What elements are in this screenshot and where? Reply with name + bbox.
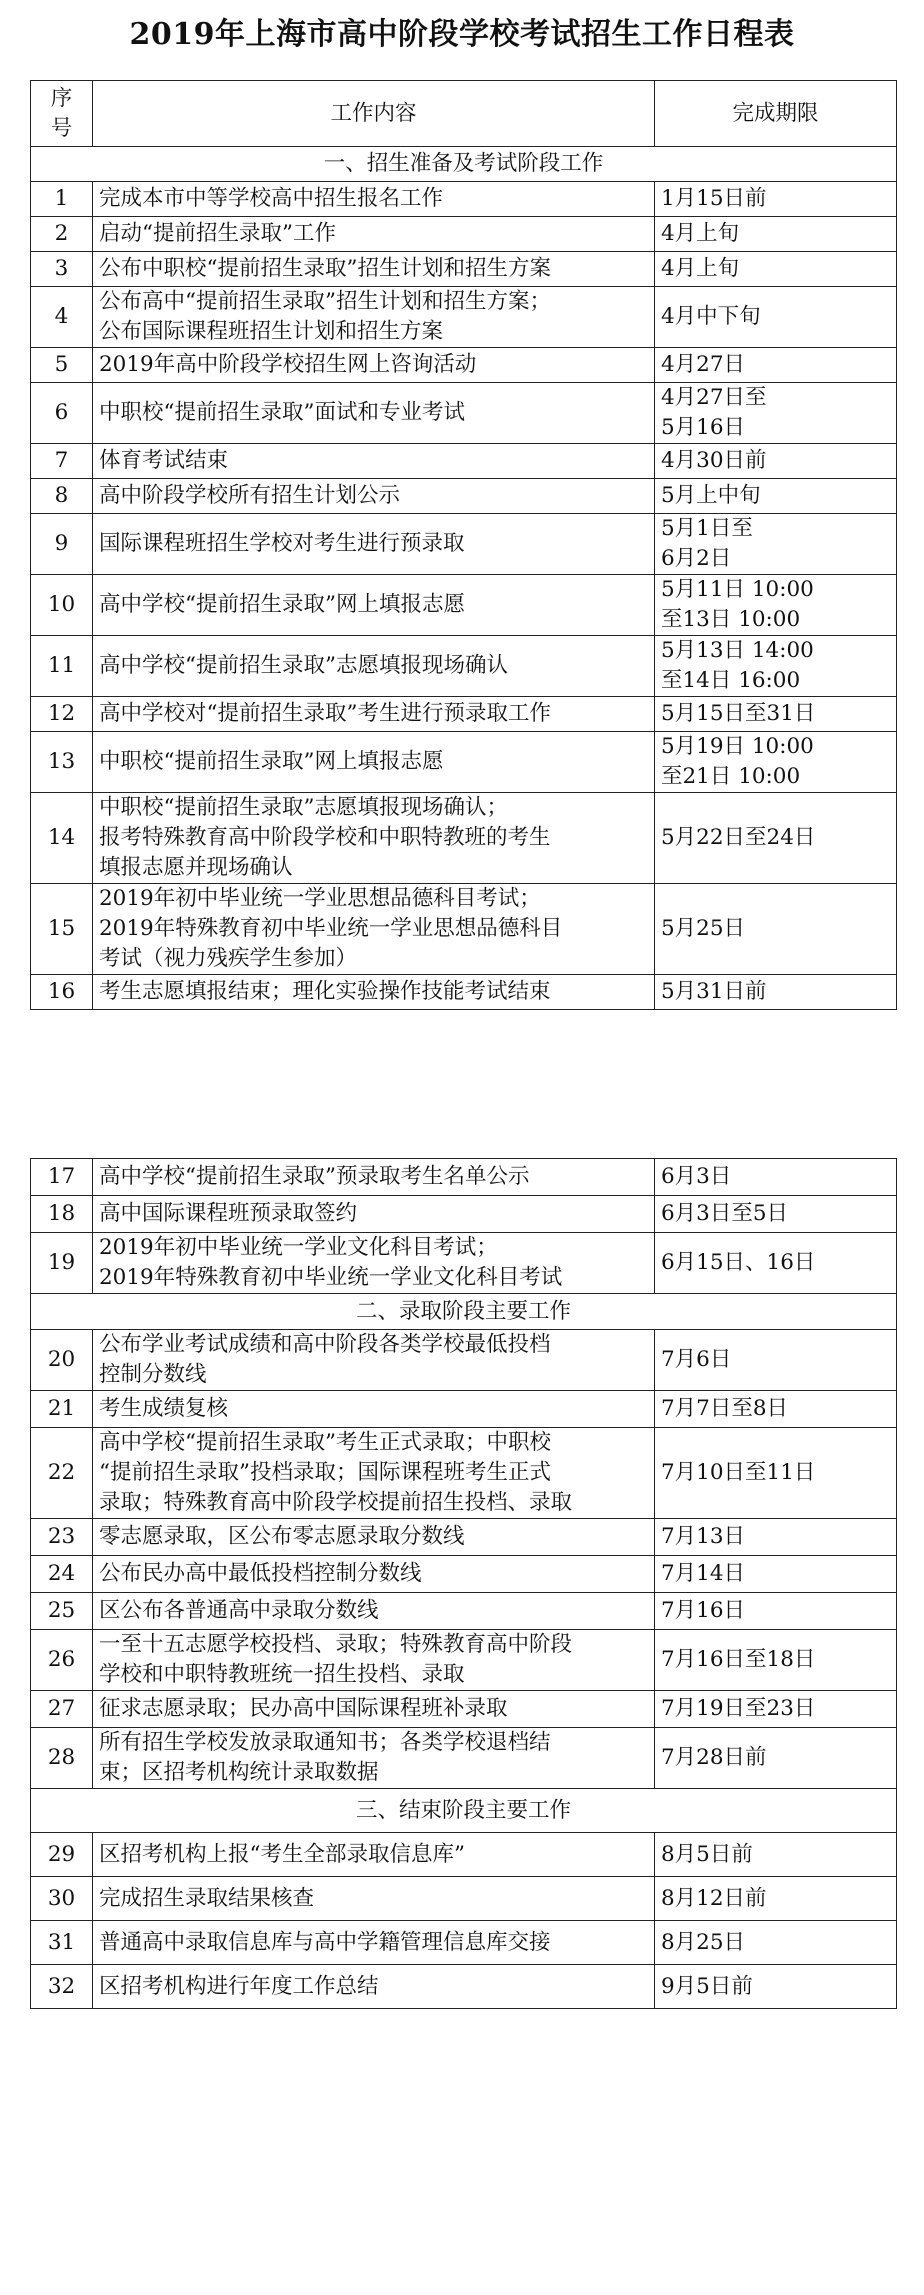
page-title: 2019年上海市高中阶段学校考试招生工作日程表 <box>129 17 795 52</box>
deadline-cell-line: 7月10日至11日 <box>661 1460 816 1485</box>
task-cell <box>93 1330 655 1391</box>
row-number: 13 <box>31 732 93 793</box>
table-row <box>31 1877 897 1921</box>
task-cell-line: 征求志愿录取；民办高中国际课程班补录取 <box>99 1696 508 1721</box>
task-cell-line: 区招考机构上报“考生全部录取信息库” <box>99 1841 465 1867</box>
task-cell-line: 区招考机构进行年度工作总结 <box>99 1973 379 1999</box>
deadline-cell <box>655 1728 897 1789</box>
task-cell-line: 2019年初中毕业统一学业思想品德科目考试； <box>99 886 541 911</box>
task-cell-line: “提前招生录取”投档录取；国际课程班考生正式 <box>99 1460 551 1485</box>
deadline-cell <box>655 1233 897 1294</box>
section-row-1 <box>31 147 897 182</box>
deadline-cell-line: 4月中下旬 <box>661 304 761 329</box>
deadline-cell-line: 5月25日 <box>661 916 746 941</box>
task-cell <box>93 1391 655 1428</box>
row-number: 1 <box>31 182 93 217</box>
task-cell <box>93 1965 655 2009</box>
deadline-cell-line: 8月5日前 <box>661 1841 753 1867</box>
table-header-row <box>31 81 897 147</box>
row-number: 11 <box>31 636 93 697</box>
row-number: 21 <box>31 1391 93 1428</box>
section-row-2 <box>31 1294 897 1330</box>
row-number: 17 <box>31 1159 93 1196</box>
task-cell-line: 公布学业考试成绩和高中阶段各类学校最低投档 <box>99 1332 551 1357</box>
table-row <box>31 697 897 732</box>
row-number: 3 <box>31 252 93 287</box>
deadline-cell <box>655 252 897 287</box>
task-cell-line: 公布高中“提前招生录取”招生计划和招生方案； <box>99 289 551 314</box>
deadline-cell-line: 4月27日 <box>661 352 746 377</box>
task-cell <box>93 1921 655 1965</box>
deadline-cell <box>655 287 897 348</box>
row-number: 14 <box>31 793 93 884</box>
task-cell-line: 2019年特殊教育初中毕业统一学业文化科目考试 <box>99 1265 563 1290</box>
table-row <box>31 1330 897 1391</box>
task-cell-line: 中职校“提前招生录取”志愿填报现场确认； <box>99 795 508 820</box>
header-task: 工作内容 <box>93 81 655 147</box>
rows-group-4 <box>31 1833 897 2009</box>
table-row <box>31 1233 897 1294</box>
deadline-cell <box>655 793 897 884</box>
row-number: 18 <box>31 1196 93 1233</box>
deadline-cell-line: 6月3日至5日 <box>661 1201 789 1226</box>
task-cell <box>93 1833 655 1877</box>
deadline-cell-line: 6月15日、16日 <box>661 1250 816 1275</box>
row-number: 23 <box>31 1519 93 1556</box>
table-row <box>31 975 897 1010</box>
task-cell <box>93 444 655 479</box>
task-cell-line: 启动“提前招生录取”工作 <box>99 221 336 246</box>
deadline-cell <box>655 1428 897 1519</box>
deadline-cell-line: 5月19日 10:00 <box>661 734 814 759</box>
task-cell-line: 国际课程班招生学校对考生进行预录取 <box>99 531 465 556</box>
row-number: 32 <box>31 1965 93 2009</box>
task-cell-line: 学校和中职特教班统一招生投档、录取 <box>99 1662 465 1687</box>
deadline-cell <box>655 479 897 514</box>
task-cell <box>93 287 655 348</box>
deadline-cell-line: 8月12日前 <box>661 1885 767 1911</box>
task-cell-line: 完成招生录取结果核查 <box>99 1885 315 1911</box>
row-number: 20 <box>31 1330 93 1391</box>
task-cell-line: 普通高中录取信息库与高中学籍管理信息库交接 <box>99 1929 551 1955</box>
table-row <box>31 182 897 217</box>
table-row <box>31 1519 897 1556</box>
deadline-cell <box>655 1877 897 1921</box>
deadline-cell-line: 5月31日前 <box>661 979 767 1004</box>
task-cell <box>93 1593 655 1630</box>
row-number: 5 <box>31 348 93 383</box>
task-cell <box>93 575 655 636</box>
deadline-cell-line: 5月22日至24日 <box>661 825 816 850</box>
task-cell-line: 高中学校对“提前招生录取”考生进行预录取工作 <box>99 701 551 726</box>
deadline-cell-line: 4月上旬 <box>661 221 740 246</box>
deadline-cell-line: 7月19日至23日 <box>661 1696 816 1721</box>
table-row <box>31 1728 897 1789</box>
task-cell-line: 高中国际课程班预录取签约 <box>99 1201 358 1226</box>
deadline-cell <box>655 1159 897 1196</box>
task-cell-line: 体育考试结束 <box>99 448 229 473</box>
deadline-cell <box>655 1630 897 1691</box>
deadline-cell-line: 7月13日 <box>661 1524 746 1549</box>
deadline-cell-line: 至13日 10:00 <box>661 607 801 632</box>
table-row <box>31 1921 897 1965</box>
deadline-cell <box>655 1196 897 1233</box>
schedule-table-part-2 <box>30 1158 897 2009</box>
task-cell <box>93 479 655 514</box>
row-number: 24 <box>31 1556 93 1593</box>
deadline-cell-line: 5月11日 10:00 <box>661 577 814 602</box>
task-cell-line: 所有招生学校发放录取通知书；各类学校退档结 <box>99 1730 551 1755</box>
task-cell <box>93 697 655 732</box>
deadline-cell-line: 4月27日至 <box>661 385 767 410</box>
deadline-cell <box>655 383 897 444</box>
row-number: 6 <box>31 383 93 444</box>
row-number: 7 <box>31 444 93 479</box>
task-cell-line: 公布中职校“提前招生录取”招生计划和招生方案 <box>99 256 551 281</box>
table-row <box>31 884 897 975</box>
deadline-cell <box>655 1691 897 1728</box>
task-cell-line: 公布国际课程班招生计划和招生方案 <box>99 319 444 344</box>
deadline-cell <box>655 1833 897 1877</box>
task-cell-line: 考试（视力残疾学生参加） <box>99 946 358 971</box>
deadline-cell-line: 5月1日至 <box>661 516 753 541</box>
rows-group-2 <box>31 1159 897 1294</box>
task-cell <box>93 514 655 575</box>
deadline-cell <box>655 444 897 479</box>
header-no-line-2: 号 <box>50 115 73 141</box>
deadline-cell-line: 8月25日 <box>661 1929 746 1955</box>
task-cell-line: 完成本市中等学校高中招生报名工作 <box>99 186 444 211</box>
table-row <box>31 793 897 884</box>
task-cell-line: 高中学校“提前招生录取”考生正式录取；中职校 <box>99 1430 551 1455</box>
task-cell-line: 填报志愿并现场确认 <box>99 855 293 880</box>
deadline-cell-line: 4月30日前 <box>661 448 767 473</box>
deadline-cell <box>655 514 897 575</box>
task-cell-line: 考生成绩复核 <box>99 1396 229 1421</box>
task-cell <box>93 1233 655 1294</box>
task-cell <box>93 793 655 884</box>
row-number: 29 <box>31 1833 93 1877</box>
deadline-cell-line: 5月上中旬 <box>661 483 761 508</box>
table-row <box>31 1965 897 2009</box>
deadline-cell <box>655 1330 897 1391</box>
task-cell-line: 高中学校“提前招生录取”志愿填报现场确认 <box>99 653 508 678</box>
table-row <box>31 1428 897 1519</box>
deadline-cell <box>655 1391 897 1428</box>
row-number: 16 <box>31 975 93 1010</box>
deadline-cell <box>655 1556 897 1593</box>
table-row <box>31 1691 897 1728</box>
task-cell-line: 录取；特殊教育高中阶段学校提前招生投档、录取 <box>99 1490 573 1515</box>
deadline-cell <box>655 636 897 697</box>
deadline-cell <box>655 217 897 252</box>
row-number: 22 <box>31 1428 93 1519</box>
task-cell-line: 束；区招考机构统计录取数据 <box>99 1760 379 1785</box>
deadline-cell <box>655 575 897 636</box>
deadline-cell-line: 7月16日 <box>661 1598 746 1623</box>
task-cell <box>93 732 655 793</box>
row-number: 30 <box>31 1877 93 1921</box>
deadline-cell-line: 5月16日 <box>661 415 746 440</box>
task-cell-line: 中职校“提前招生录取”网上填报志愿 <box>99 749 444 774</box>
deadline-cell-line: 6月3日 <box>661 1164 732 1189</box>
task-cell-line: 考生志愿填报结束；理化实验操作技能考试结束 <box>99 979 551 1004</box>
table-row <box>31 1556 897 1593</box>
task-cell-line: 公布民办高中最低投档控制分数线 <box>99 1561 422 1586</box>
task-cell-line: 2019年特殊教育初中毕业统一学业思想品德科目 <box>99 916 563 941</box>
table-row <box>31 1159 897 1196</box>
task-cell <box>93 1428 655 1519</box>
task-cell-line: 高中学校“提前招生录取”网上填报志愿 <box>99 592 465 617</box>
deadline-cell-line: 5月15日至31日 <box>661 701 816 726</box>
row-number: 9 <box>31 514 93 575</box>
task-cell <box>93 1691 655 1728</box>
task-cell-line: 零志愿录取，区公布零志愿录取分数线 <box>99 1524 465 1549</box>
task-cell-line: 中职校“提前招生录取”面试和专业考试 <box>99 400 465 425</box>
table-row <box>31 1196 897 1233</box>
table-row <box>31 1630 897 1691</box>
table-row <box>31 287 897 348</box>
deadline-cell <box>655 975 897 1010</box>
task-cell-line: 区公布各普通高中录取分数线 <box>99 1598 379 1623</box>
task-cell-line: 高中阶段学校所有招生计划公示 <box>99 483 401 508</box>
task-cell <box>93 975 655 1010</box>
section-title: 三、结束阶段主要工作 <box>31 1789 897 1833</box>
row-number: 10 <box>31 575 93 636</box>
deadline-cell <box>655 697 897 732</box>
task-cell-line: 高中学校“提前招生录取”预录取考生名单公示 <box>99 1164 530 1189</box>
table-row <box>31 732 897 793</box>
task-cell-line: 一至十五志愿学校投档、录取；特殊教育高中阶段 <box>99 1632 573 1657</box>
task-cell <box>93 217 655 252</box>
deadline-cell-line: 5月13日 14:00 <box>661 638 814 663</box>
deadline-cell-line: 1月15日前 <box>661 186 767 211</box>
task-cell <box>93 1519 655 1556</box>
row-number: 27 <box>31 1691 93 1728</box>
table-row <box>31 444 897 479</box>
table-row <box>31 252 897 287</box>
table-row <box>31 514 897 575</box>
deadline-cell-line: 7月6日 <box>661 1347 732 1372</box>
row-number: 15 <box>31 884 93 975</box>
deadline-cell <box>655 1519 897 1556</box>
deadline-cell <box>655 1593 897 1630</box>
header-no-line-1: 序 <box>50 85 73 111</box>
task-cell <box>93 182 655 217</box>
row-number: 26 <box>31 1630 93 1691</box>
table-row <box>31 383 897 444</box>
deadline-cell-line: 9月5日前 <box>661 1973 753 1999</box>
row-number: 8 <box>31 479 93 514</box>
task-cell <box>93 1877 655 1921</box>
deadline-cell <box>655 732 897 793</box>
task-cell-line: 控制分数线 <box>99 1362 207 1387</box>
task-cell <box>93 636 655 697</box>
rows-group-1 <box>31 182 897 1010</box>
task-cell <box>93 1728 655 1789</box>
section-row-3 <box>31 1789 897 1833</box>
row-number: 2 <box>31 217 93 252</box>
task-cell-line: 报考特殊教育高中阶段学校和中职特教班的考生 <box>99 825 551 850</box>
row-number: 19 <box>31 1233 93 1294</box>
deadline-cell-line: 至21日 10:00 <box>661 764 801 789</box>
header-no <box>31 81 93 147</box>
table-row <box>31 1391 897 1428</box>
table-row <box>31 479 897 514</box>
task-cell <box>93 348 655 383</box>
schedule-table-part-1 <box>30 80 897 1010</box>
section-title: 一、招生准备及考试阶段工作 <box>31 147 897 182</box>
deadline-cell-line: 7月14日 <box>661 1561 746 1586</box>
table-row <box>31 636 897 697</box>
deadline-cell <box>655 884 897 975</box>
header-deadline: 完成期限 <box>655 81 897 147</box>
task-cell <box>93 252 655 287</box>
section-title: 二、录取阶段主要工作 <box>31 1294 897 1330</box>
task-cell-line: 2019年初中毕业统一学业文化科目考试； <box>99 1235 498 1260</box>
rows-group-3 <box>31 1330 897 1789</box>
table-row <box>31 575 897 636</box>
table-row <box>31 348 897 383</box>
row-number: 12 <box>31 697 93 732</box>
deadline-cell <box>655 348 897 383</box>
task-cell <box>93 884 655 975</box>
deadline-cell-line: 至14日 16:00 <box>661 668 801 693</box>
row-number: 31 <box>31 1921 93 1965</box>
deadline-cell-line: 7月16日至18日 <box>661 1647 816 1672</box>
deadline-cell <box>655 182 897 217</box>
task-cell <box>93 1556 655 1593</box>
task-cell <box>93 1630 655 1691</box>
deadline-cell-line: 4月上旬 <box>661 256 740 281</box>
table-row <box>31 1593 897 1630</box>
task-cell <box>93 1196 655 1233</box>
row-number: 25 <box>31 1593 93 1630</box>
table-row <box>31 217 897 252</box>
table-row <box>31 1833 897 1877</box>
deadline-cell-line: 7月7日至8日 <box>661 1396 789 1421</box>
row-number: 4 <box>31 287 93 348</box>
task-cell-line: 2019年高中阶段学校招生网上咨询活动 <box>99 352 477 377</box>
row-number: 28 <box>31 1728 93 1789</box>
deadline-cell <box>655 1921 897 1965</box>
deadline-cell-line: 7月28日前 <box>661 1745 767 1770</box>
task-cell <box>93 383 655 444</box>
task-cell <box>93 1159 655 1196</box>
deadline-cell <box>655 1965 897 2009</box>
deadline-cell-line: 6月2日 <box>661 546 732 571</box>
